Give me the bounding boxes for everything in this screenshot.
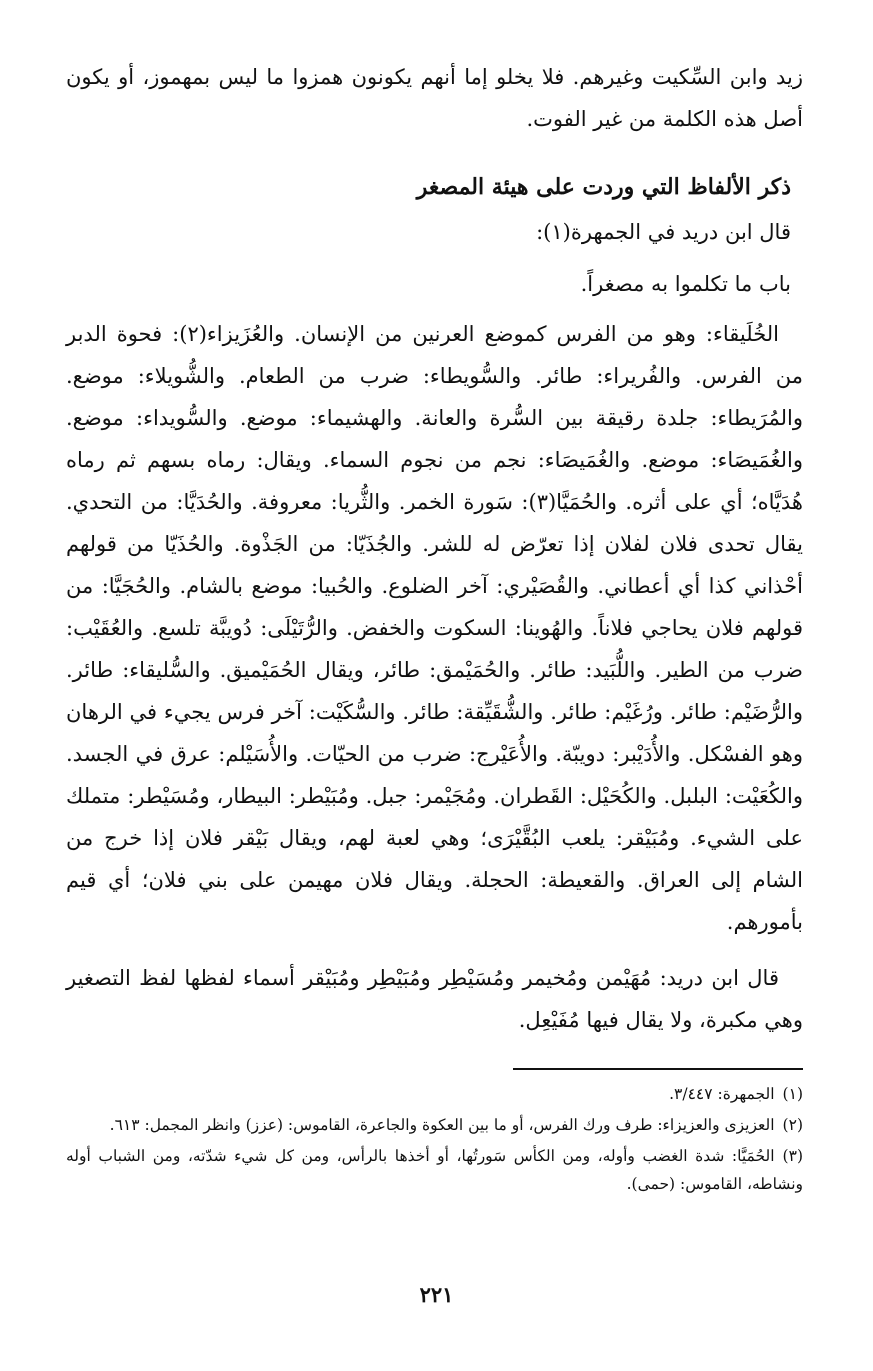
source-line: قال ابن دريد في الجمهرة(١): bbox=[536, 220, 791, 244]
main-paragraph: الخُلَيقاء: وهو من الفرس كموضع العرنين من الإنسان. والعُزَيزاء(٢): فحوة الدبر من الفرس. والفُريراء: طائر. والسُّويطاء: ضرب من الطعام. والشُّويلاء: موضع. والمُرَيطاء: جلدة رقيقة بين السُّرة والعانة. والهشيماء: موضع. والسُّويداء: موضع. والغُمَيصَاء: موضع. والغُمَيصَاء: نجم من نجوم السماء. ويقال: رماه بسهم ثم رماه هُدَيَّاه؛ أي على أثره. والحُمَيَّا(٣): سَورة الخمر. والثُّريا: معروفة. والحُدَيَّا: من التحدي. يقال تحدى فلان لفلان إذا تعرّض له للشر. والجُذَيّا: من الجَذْوة. والحُذَيّا من قولهم أحْذاني كذا أي أعطاني. والقُصَيْري: آخر الضلوع. والحُبيا: موضع بالشام. والحُجَيَّا: من قولهم فلان يحاجي فلاناً. والهُوينا: السكوت والخفض. والرُّتَيْلَى: دُويبَّة تلسع. والعُقَيْب: ضرب من الطير. واللُّبَيد: طائر. والحُمَيْمق: طائر، ويقال الحُمَيْميق. والسُّليقاء: طائر. والرُّضَيْم: طائر. ورُغَيْم: طائر. والشُّقَيِّقة: طائر. والسُّكَيْت: آخر فرس يجيء في الرهان وهو الفسْكل. والأُدَيْبر: دويبّة. والأُعَيْرج: ضرب من الحيّات. والأُسَيْلم: عرق في الجسد. والكُعَيْت: البلبل. والكُحَيْل: القَطران. ومُجَيْمر: جبل. ومُبَيْطر: البيطار، ومُسَيْطر: متملك على الشيء. ومُبَيْقر: يلعب البُقَّيْرَى؛ وهي لعبة لهم، ويقال بَيْقر فلان إذا خرج من الشام إلى العراق. والقعيطة: الحجلة. ويقال فلان مهيمن على بني فلان؛ أي قيم بأمورهم. bbox=[66, 322, 803, 934]
footnote-1 bbox=[66, 1080, 803, 1108]
footnote-number: (٣) bbox=[782, 1147, 803, 1165]
footnote-text: العزيزى والعزيزاء: طرف ورك الفرس، أو ما بين العكوة والجاعرة، القاموس: (عزز) وانظر المجمل: ٦١٣. bbox=[109, 1116, 775, 1134]
footnote-number: (٢) bbox=[782, 1116, 803, 1134]
footnote-number: (١) bbox=[782, 1085, 803, 1103]
page-number: ٢٢١ bbox=[419, 1282, 454, 1307]
chapter-line: باب ما تكلموا به مصغراً. bbox=[580, 272, 791, 296]
footnote-text: الجمهرة: ٣/٤٤٧. bbox=[669, 1085, 775, 1103]
footnote-3 bbox=[66, 1142, 803, 1198]
footnote-text: الحُمَيَّا: شدة الغضب وأوله، ومن الكأس سَورتُها، أو أخذها بالرأس، ومن كل شيء شدّته، ومن الشباب أوله ونشاطه، القاموس: (حمى). bbox=[66, 1147, 803, 1193]
intro-paragraph: زيد وابن السِّكيت وغيرهم. فلا يخلو إما أنهم يكونون همزوا ما ليس بمهموز، أو يكون أصل هذه الكلمة من غير الفوت. bbox=[66, 65, 803, 131]
section-heading: ذكر الألفاظ التي وردت على هيئة المصغر bbox=[416, 174, 791, 200]
footnote-2 bbox=[66, 1111, 803, 1139]
final-paragraph: قال ابن دريد: مُهَيْمن ومُخيمر ومُسَيْطِر ومُبَيْطِر ومُبَيْقر أسماء لفظها لفظ التصغير وهي مكبرة، ولا يقال فيها مُفَيْعِل. bbox=[66, 966, 803, 1032]
footnotes bbox=[66, 1080, 803, 1201]
footnote-separator bbox=[513, 1068, 803, 1070]
